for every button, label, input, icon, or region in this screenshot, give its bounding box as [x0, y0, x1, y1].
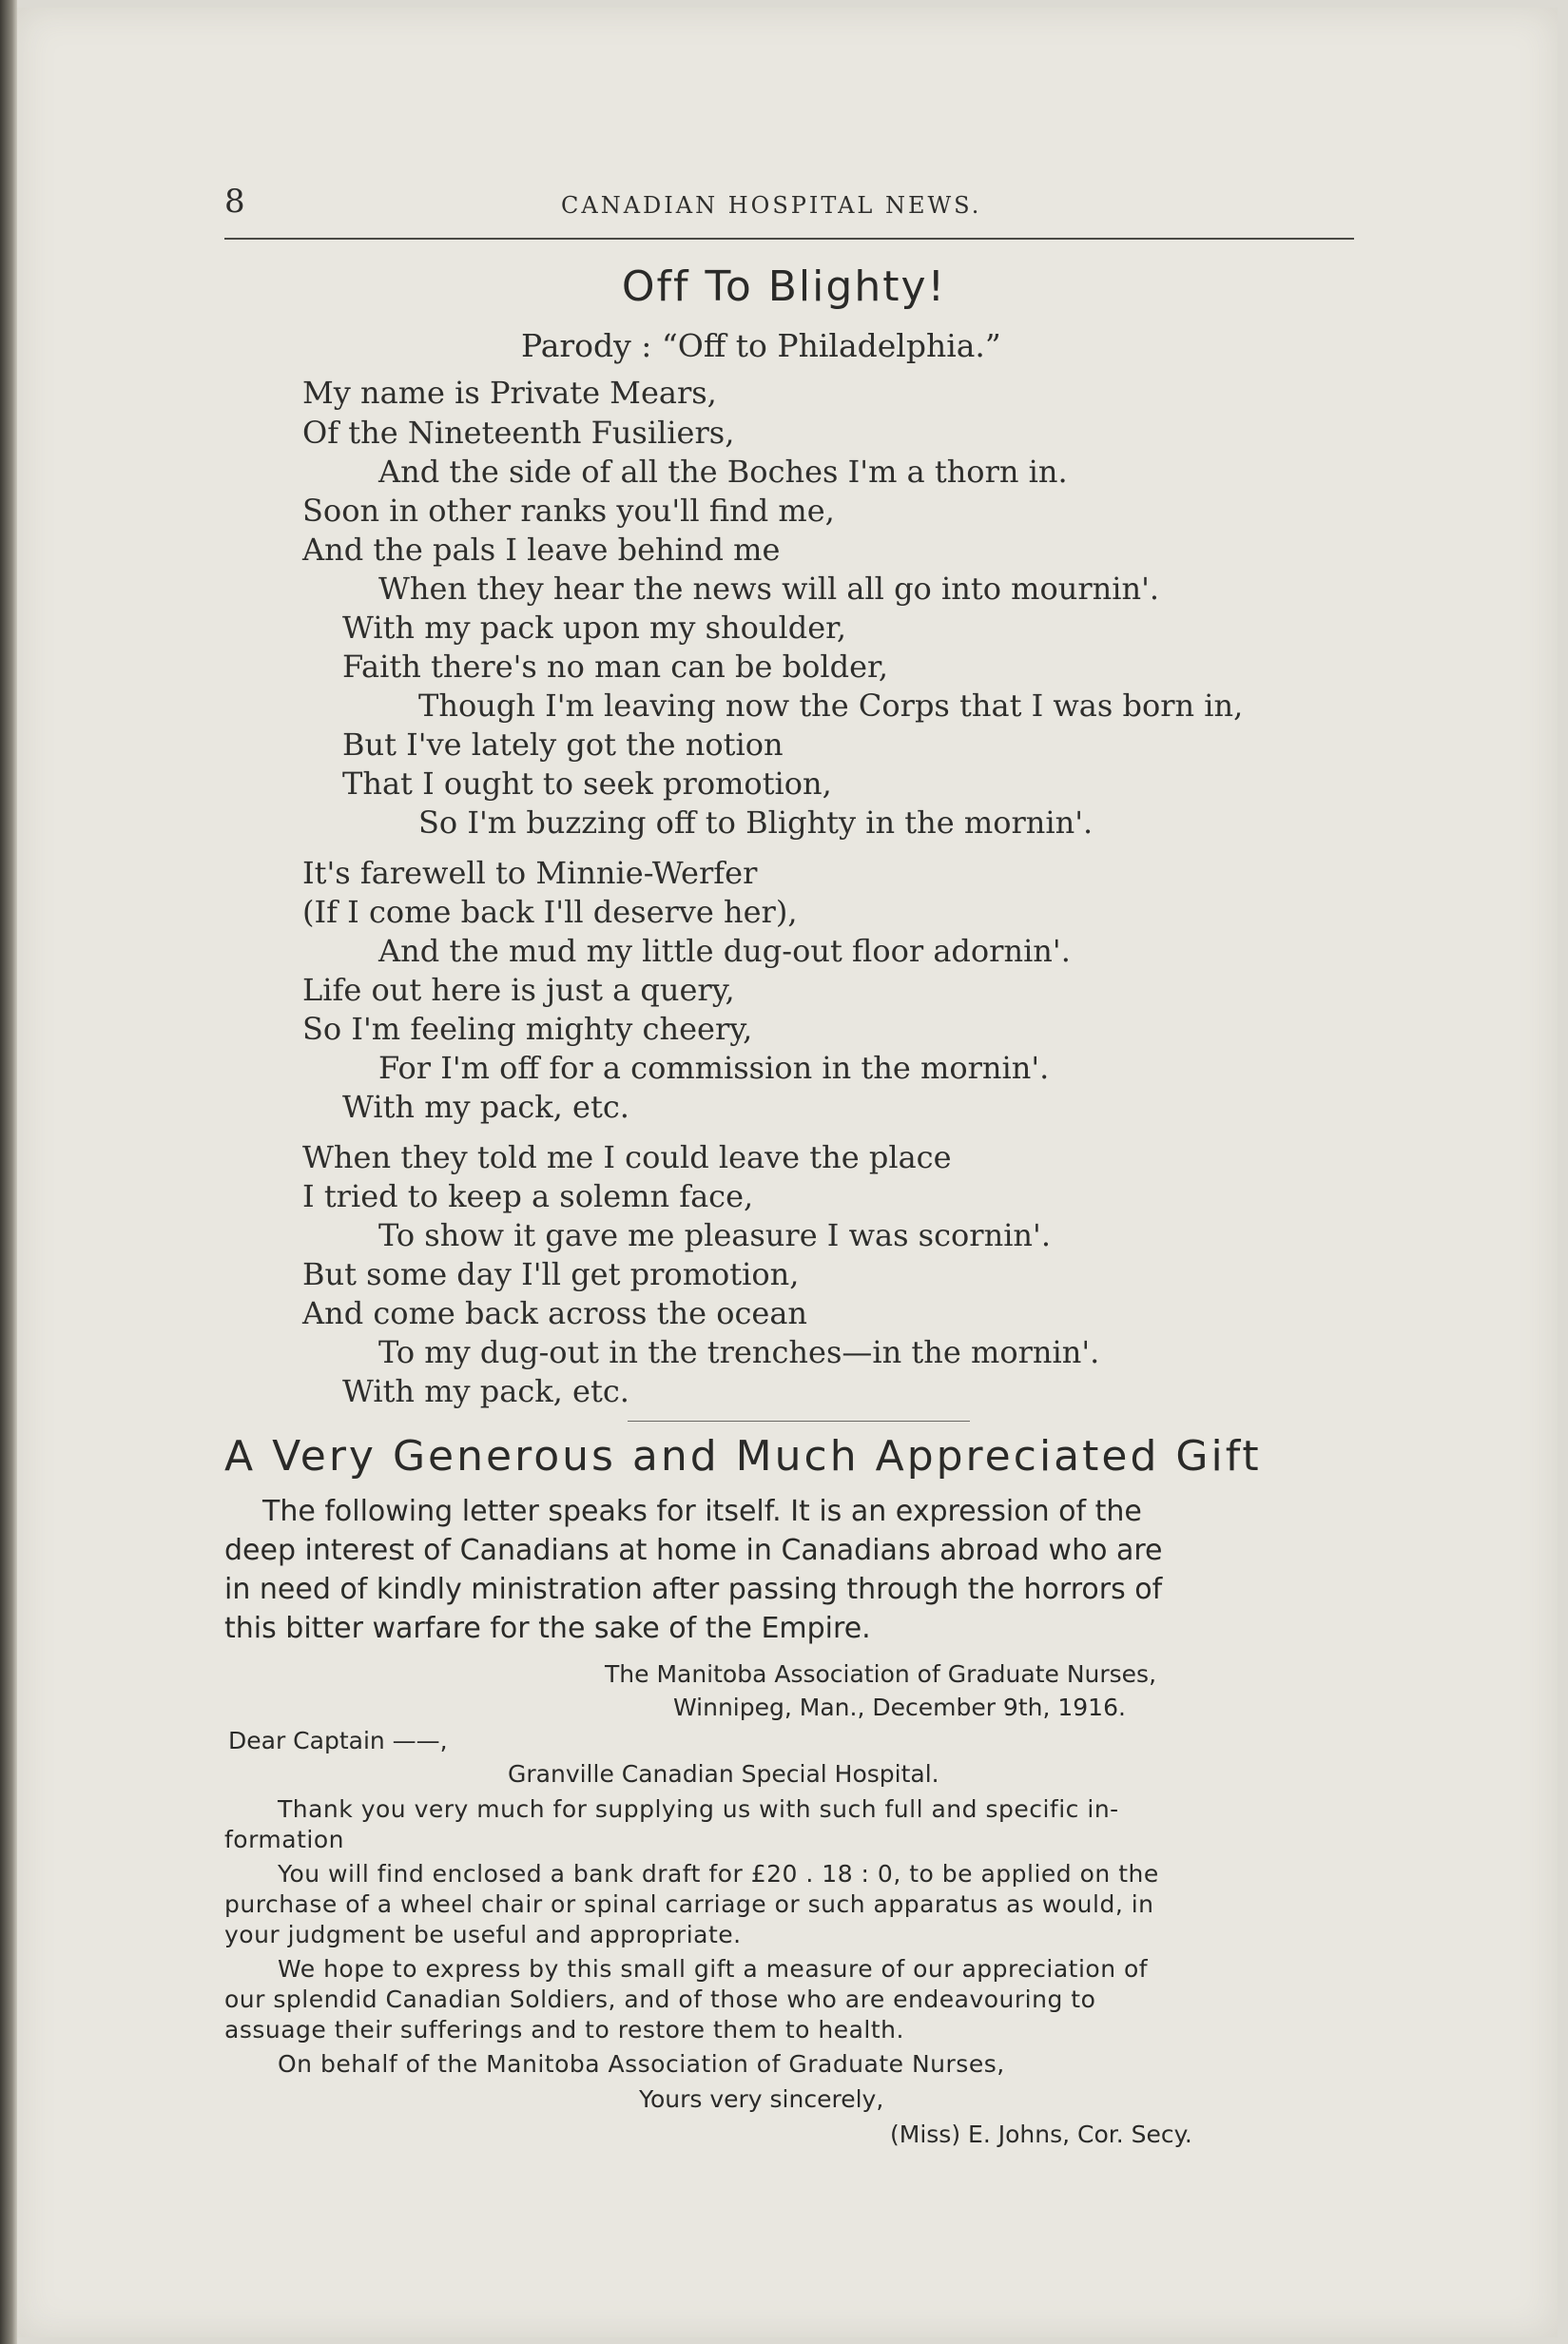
poem-line: That I ought to seek promotion, [342, 765, 832, 802]
poem-line: With my pack, etc. [342, 1373, 629, 1409]
letter-body-line: formation [224, 1826, 344, 1853]
letter-body-line: your judgment be useful and appropriate. [224, 1921, 742, 1948]
poem-line: I tried to keep a solemn face, [302, 1178, 754, 1214]
letter-signature: (Miss) E. Johns, Cor. Secy. [890, 2121, 1192, 2148]
poem-line: With my pack, etc. [342, 1089, 629, 1125]
letter-body-line: On behalf of the Manitoba Association of Graduate Nurses, [278, 2050, 1005, 2078]
letter-date: Winnipeg, Man., December 9th, 1916. [673, 1694, 1126, 1721]
letter-body-line: Thank you very much for supplying us with such full and specific in- [278, 1795, 1119, 1823]
poem-line: And the pals I leave behind me [302, 532, 781, 568]
poem-line: So I'm feeling mighty cheery, [302, 1011, 753, 1047]
letter-addressee: Granville Canadian Special Hospital. [508, 1760, 939, 1788]
letter-body-line: assuage their sufferings and to restore them to health. [224, 2016, 904, 2044]
article-title: A Very Generous and Much Appreciated Gift [224, 1432, 1262, 1481]
header-rule [224, 238, 1354, 240]
poem-line: To show it gave me pleasure I was scornin'. [378, 1217, 1051, 1253]
poem-line: Faith there's no man can be bolder, [342, 649, 888, 685]
poem-line: My name is Private Mears, [302, 375, 717, 411]
letter-body-line: purchase of a wheel chair or spinal carriage or such apparatus as would, in [224, 1890, 1154, 1918]
poem-line: For I'm off for a commission in the mornin'. [378, 1050, 1050, 1086]
letter-body-line: You will find enclosed a bank draft for £20 . 18 : 0, to be applied on the [278, 1860, 1159, 1888]
poem-line: Soon in other ranks you'll find me, [302, 493, 835, 529]
letter-body-line: our splendid Canadian Soldiers, and of those who are endeavouring to [224, 1986, 1096, 2013]
intro-line: this bitter warfare for the sake of the Empire. [224, 1612, 871, 1645]
poem-line: Though I'm leaving now the Corps that I was born in, [418, 688, 1244, 724]
running-head: CANADIAN HOSPITAL NEWS. [561, 192, 982, 219]
poem-line: (If I come back I'll deserve her), [302, 894, 798, 930]
letter-sender: The Manitoba Association of Graduate Nurses, [605, 1660, 1157, 1688]
poem-line: When they hear the news will all go into mournin'. [378, 571, 1160, 607]
poem-line: But I've lately got the notion [342, 726, 784, 763]
book-spine-edge [0, 0, 17, 2344]
intro-line: deep interest of Canadians at home in Canadians abroad who are [224, 1534, 1163, 1567]
poem-line: When they told me I could leave the place [302, 1139, 952, 1175]
intro-line: in need of kindly ministration after passing through the horrors of [224, 1573, 1163, 1606]
poem-title: Off To Blighty! [621, 262, 947, 311]
section-divider [628, 1421, 970, 1422]
poem-line: And the side of all the Boches I'm a thorn in. [378, 454, 1068, 490]
page-number: 8 [224, 183, 245, 221]
letter-closing: Yours very sincerely, [639, 2085, 884, 2113]
poem-subtitle: Parody : “Off to Philadelphia.” [521, 327, 1001, 364]
poem-line: And come back across the ocean [302, 1295, 808, 1331]
poem-line: Life out here is just a query, [302, 972, 735, 1008]
poem-line: But some day I'll get promotion, [302, 1256, 800, 1292]
poem-line: To my dug-out in the trenches—in the mornin'. [378, 1334, 1100, 1370]
letter-salutation: Dear Captain ——, [228, 1727, 448, 1754]
poem-line: So I'm buzzing off to Blighty in the mornin'. [418, 804, 1094, 841]
poem-line: With my pack upon my shoulder, [342, 610, 847, 646]
letter-body-line: We hope to express by this small gift a measure of our appreciation of [278, 1955, 1149, 1983]
intro-line: The following letter speaks for itself. It is an expression of the [262, 1495, 1142, 1528]
poem-line: Of the Nineteenth Fusiliers, [302, 415, 735, 451]
poem-line: And the mud my little dug-out floor adornin'. [378, 933, 1071, 969]
poem-line: It's farewell to Minnie-Werfer [302, 855, 758, 891]
